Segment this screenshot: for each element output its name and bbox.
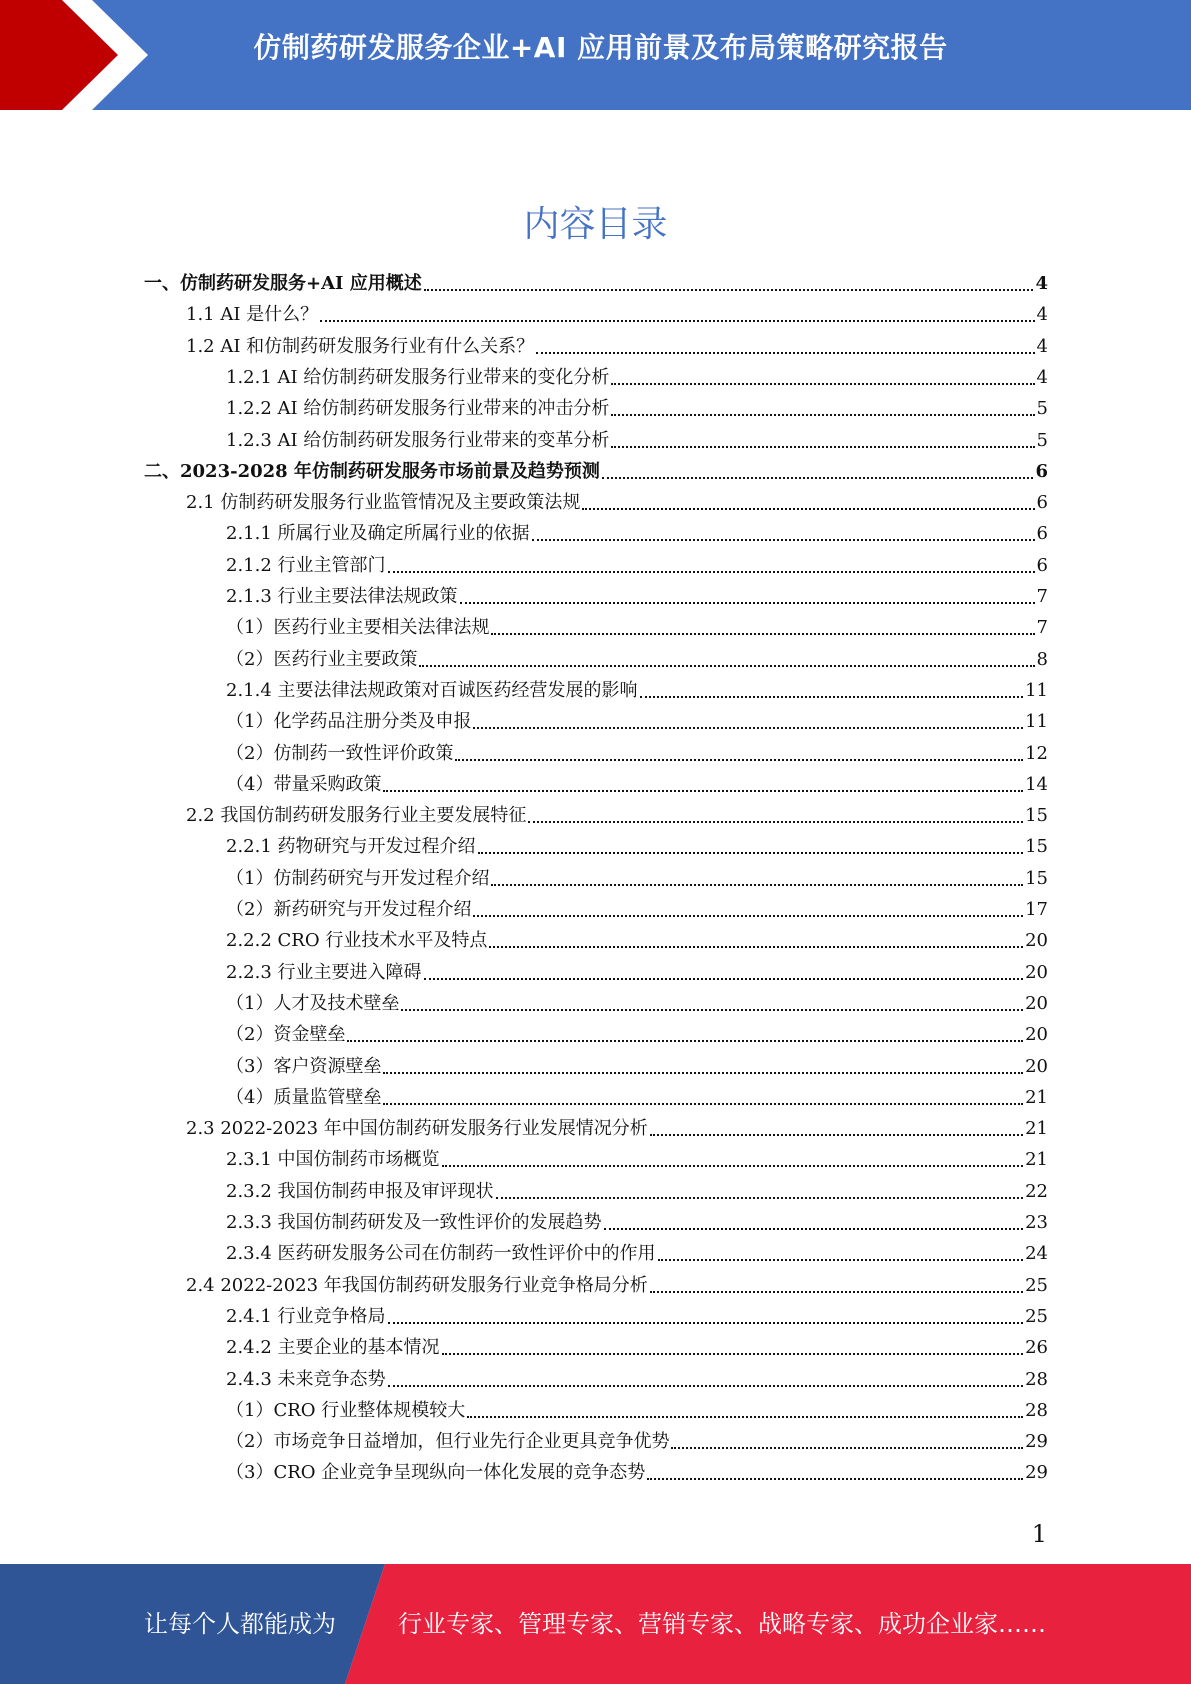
toc-entry[interactable]: [226, 831, 1048, 862]
toc-entry-label: 2.3 2022-2023 年中国仿制药研发服务行业发展情况分析: [186, 1118, 648, 1140]
toc-entry-label: （1）仿制药研究与开发过程介绍: [226, 867, 490, 889]
toc-entry-label: 2.2.1 药物研究与开发过程介绍: [226, 836, 476, 858]
toc-dot-leader: [491, 633, 1034, 635]
toc-entry[interactable]: [226, 518, 1048, 549]
toc-entry-label: 2.1.1 所属行业及确定所属行业的依据: [226, 523, 530, 545]
toc-dot-leader: [582, 508, 1034, 510]
toc-entry-page: 25: [1025, 1274, 1048, 1296]
toc-entry-label: 2.2.2 CRO 行业技术水平及特点: [226, 930, 488, 952]
toc-entry-label: 1.2 AI 和仿制药研发服务行业有什么关系？: [186, 335, 535, 357]
toc-entry[interactable]: [226, 988, 1048, 1019]
toc-entry-page: 17: [1025, 899, 1048, 920]
toc-entry[interactable]: [226, 425, 1048, 456]
toc-dot-leader: [536, 352, 1034, 354]
toc-entry[interactable]: [144, 268, 1048, 299]
toc-entry-label: 1.2.3 AI 给仿制药研发服务行业带来的变革分析: [226, 429, 610, 451]
toc-dot-leader: [473, 915, 1023, 917]
toc-entry-page: 26: [1025, 1337, 1048, 1359]
toc-entry[interactable]: [226, 612, 1048, 643]
toc-entry-page: 20: [1025, 1024, 1048, 1046]
toc-dot-leader: [528, 821, 1023, 823]
toc-dot-leader: [442, 1353, 1024, 1355]
toc-entry-page: 20: [1025, 930, 1048, 952]
toc-dot-leader: [347, 1040, 1023, 1042]
toc-entry-label: （3）CRO 企业竞争呈现纵向一体化发展的竞争态势: [226, 1462, 646, 1484]
header-title: 仿制药研发服务企业+AI 应用前景及布局策略研究报告: [253, 31, 948, 64]
toc-entry-page: 8: [1036, 648, 1048, 670]
toc-dot-leader: [640, 696, 1024, 698]
toc-entry-page: 21: [1025, 1149, 1048, 1171]
toc-entry-label: 二、2023-2028 年仿制药研发服务市场前景及趋势预测: [144, 460, 600, 482]
toc-entry-page: 11: [1025, 679, 1048, 701]
toc-entry-page: 28: [1025, 1399, 1048, 1421]
toc-entry-page: 20: [1025, 961, 1048, 983]
toc-entry[interactable]: [226, 1144, 1048, 1175]
toc-entry-page: 12: [1025, 742, 1048, 764]
toc-entry-label: （2）仿制药一致性评价政策: [226, 742, 454, 764]
toc-entry-label: 2.4.1 行业竞争格局: [226, 1305, 386, 1327]
toc-dot-leader: [496, 1197, 1024, 1199]
toc-entry[interactable]: [226, 1019, 1048, 1050]
toc-entry[interactable]: [226, 769, 1048, 800]
toc-entry-label: 2.1.3 行业主要法律法规政策: [226, 586, 458, 607]
toc-entry-page: 6: [1036, 492, 1048, 514]
toc-dot-leader: [320, 320, 1034, 322]
toc-entry[interactable]: [226, 581, 1048, 612]
toc-entry[interactable]: [226, 550, 1048, 581]
toc-entry-label: 一、仿制药研发服务+AI 应用概述: [144, 273, 422, 294]
toc-entry-label: （2）新药研究与开发过程介绍: [226, 899, 472, 920]
toc-dot-leader: [602, 477, 1034, 479]
toc-entry-label: （1）CRO 行业整体规模较大: [226, 1399, 466, 1421]
toc-entry-label: 2.3.3 我国仿制药研发及一致性评价的发展趋势: [226, 1212, 602, 1233]
toc-title: 内容目录: [523, 204, 668, 245]
toc-entry-page: 29: [1025, 1462, 1048, 1484]
toc-dot-leader: [489, 946, 1023, 948]
toc-entry[interactable]: [226, 675, 1048, 706]
toc-entry-page: 23: [1025, 1212, 1048, 1233]
toc-entry-label: （3）客户资源壁垒: [226, 1055, 382, 1077]
toc-entry-label: 2.4 2022-2023 年我国仿制药研发服务行业竞争格局分析: [186, 1274, 648, 1296]
toc-entry-page: 11: [1025, 711, 1048, 733]
header-chevron-decoration: [0, 0, 160, 110]
toc-entry-label: 2.1.4 主要法律法规政策对百诚医药经营发展的影响: [226, 679, 638, 701]
toc-entry[interactable]: [226, 1176, 1048, 1207]
page-footer: [0, 1564, 1191, 1684]
toc-dot-leader: [442, 1165, 1024, 1167]
toc-entry-label: （4）质量监管壁垒: [226, 1086, 382, 1108]
toc-entry-page: 5: [1036, 398, 1048, 420]
toc-entry-page: 24: [1025, 1243, 1048, 1265]
toc-entry-label: 2.2 我国仿制药研发服务行业主要发展特征: [186, 805, 527, 827]
toc-entry-label: （2）资金壁垒: [226, 1024, 346, 1046]
toc-entry-page: 4: [1036, 335, 1048, 357]
toc-entry-label: 2.4.3 未来竞争态势: [226, 1368, 386, 1390]
toc-entry[interactable]: [226, 706, 1048, 737]
toc-entry-label: 2.4.2 主要企业的基本情况: [226, 1337, 440, 1359]
toc-entry-label: 2.3.4 医药研发服务公司在仿制药一致性评价中的作用: [226, 1243, 656, 1265]
toc-entry[interactable]: [226, 957, 1048, 988]
toc-entry[interactable]: [226, 1082, 1048, 1113]
toc-dot-leader: [650, 1134, 1023, 1136]
toc-entry-label: 1.2.2 AI 给仿制药研发服务行业带来的冲击分析: [226, 398, 610, 420]
toc-entry[interactable]: [226, 1364, 1048, 1395]
toc-entry-page: 7: [1036, 617, 1048, 639]
toc-entry[interactable]: [226, 1457, 1048, 1488]
toc-entry[interactable]: [226, 863, 1048, 894]
toc-entry-page: 20: [1025, 992, 1048, 1014]
toc-entry[interactable]: [186, 487, 1048, 518]
toc-entry-label: （2）市场竞争日益增加，但行业先行企业更具竞争优势: [226, 1431, 670, 1453]
toc-dot-leader: [467, 1416, 1023, 1418]
toc-entry[interactable]: [186, 800, 1048, 831]
toc-entry-page: 14: [1025, 773, 1048, 795]
toc-dot-leader: [611, 383, 1034, 385]
toc-entry[interactable]: [226, 894, 1048, 925]
toc-dot-leader: [491, 884, 1023, 886]
toc-dot-leader: [478, 852, 1024, 854]
toc-entry[interactable]: [186, 331, 1048, 362]
toc-entry[interactable]: [226, 1426, 1048, 1457]
toc-entry-label: （2）医药行业主要政策: [226, 648, 418, 670]
toc-entry[interactable]: [226, 738, 1048, 769]
toc-dot-leader: [388, 571, 1035, 573]
toc-dot-leader: [604, 1228, 1024, 1230]
toc-entry-label: 2.1.2 行业主管部门: [226, 554, 386, 576]
toc-dot-leader: [532, 539, 1035, 541]
toc-entry[interactable]: [226, 393, 1048, 424]
toc-dot-leader: [388, 1322, 1024, 1324]
toc-entry-label: 1.1 AI 是什么？: [186, 304, 319, 326]
toc-dot-leader: [383, 790, 1023, 792]
page-header: [0, 0, 1191, 110]
toc-entry-page: 6: [1036, 554, 1048, 576]
toc-entry-label: 2.2.3 行业主要进入障碍: [226, 961, 422, 983]
toc-entry-label: 2.3.2 我国仿制药申报及审评现状: [226, 1180, 494, 1202]
toc-entry-page: 6: [1035, 460, 1048, 482]
toc-entry[interactable]: [226, 925, 1048, 956]
toc-entry-page: 4: [1036, 366, 1048, 388]
toc-entry-page: 21: [1025, 1086, 1048, 1108]
toc-entry-page: 6: [1036, 523, 1048, 545]
toc-entry-page: 7: [1036, 586, 1048, 607]
toc-entry[interactable]: [226, 362, 1048, 393]
toc-entry-page: 15: [1025, 836, 1048, 858]
toc-entry-page: 4: [1035, 273, 1048, 294]
toc-entry-page: 25: [1025, 1305, 1048, 1327]
toc-entry-page: 20: [1025, 1055, 1048, 1077]
toc-entry[interactable]: [226, 1332, 1048, 1363]
toc-dot-leader: [611, 414, 1034, 416]
toc-dot-leader: [383, 1072, 1023, 1074]
toc-entry-page: 15: [1025, 867, 1048, 889]
toc-dot-leader: [611, 446, 1034, 448]
toc-dot-leader: [658, 1259, 1024, 1261]
toc-entry[interactable]: [226, 1207, 1048, 1238]
toc-entry[interactable]: [186, 299, 1048, 330]
toc-entry[interactable]: [186, 1113, 1048, 1144]
toc-entry-label: 1.2.1 AI 给仿制药研发服务行业带来的变化分析: [226, 366, 610, 388]
toc-entry-label: （4）带量采购政策: [226, 773, 382, 795]
toc-entry[interactable]: [186, 1270, 1048, 1301]
toc-dot-leader: [401, 1009, 1023, 1011]
toc-entry[interactable]: [226, 1051, 1048, 1082]
toc-entry-label: （1）人才及技术壁垒: [226, 992, 400, 1014]
toc-entry-label: 2.3.1 中国仿制药市场概览: [226, 1149, 440, 1171]
toc-entry-page: 4: [1036, 304, 1048, 326]
footer-slogan-right: 行业专家、管理专家、营销专家、战略专家、成功企业家……: [398, 1610, 1046, 1638]
toc-entry-page: 21: [1025, 1118, 1048, 1140]
toc-entry-page: 28: [1025, 1368, 1048, 1390]
toc-entry-page: 5: [1036, 429, 1048, 451]
toc-dot-leader: [388, 1385, 1024, 1387]
toc-entry-label: （1）医药行业主要相关法律法规: [226, 617, 490, 639]
toc-entry-page: 22: [1025, 1180, 1048, 1202]
toc-dot-leader: [419, 665, 1034, 667]
toc-entry-page: 29: [1025, 1431, 1048, 1453]
toc-dot-leader: [671, 1447, 1023, 1449]
toc-entry[interactable]: [144, 456, 1048, 487]
toc-dot-leader: [650, 1291, 1023, 1293]
footer-slogan-left: 让每个人都能成为: [144, 1610, 336, 1638]
toc-dot-leader: [424, 978, 1024, 980]
toc-dot-leader: [460, 602, 1035, 604]
toc-entry[interactable]: [226, 1301, 1048, 1332]
toc-entry[interactable]: [226, 644, 1048, 675]
toc-dot-leader: [383, 1103, 1023, 1105]
toc-dot-leader: [473, 727, 1023, 729]
page-number: 1: [1031, 1520, 1047, 1548]
toc-dot-leader: [455, 759, 1023, 761]
toc-entry-label: （1）化学药品注册分类及申报: [226, 711, 472, 733]
toc-entry[interactable]: [226, 1395, 1048, 1426]
toc-dot-leader: [424, 289, 1034, 291]
toc-dot-leader: [647, 1478, 1023, 1480]
toc-entry[interactable]: [226, 1238, 1048, 1269]
toc-entry-page: 15: [1025, 805, 1048, 827]
toc-entry-label: 2.1 仿制药研发服务行业监管情况及主要政策法规: [186, 492, 581, 514]
